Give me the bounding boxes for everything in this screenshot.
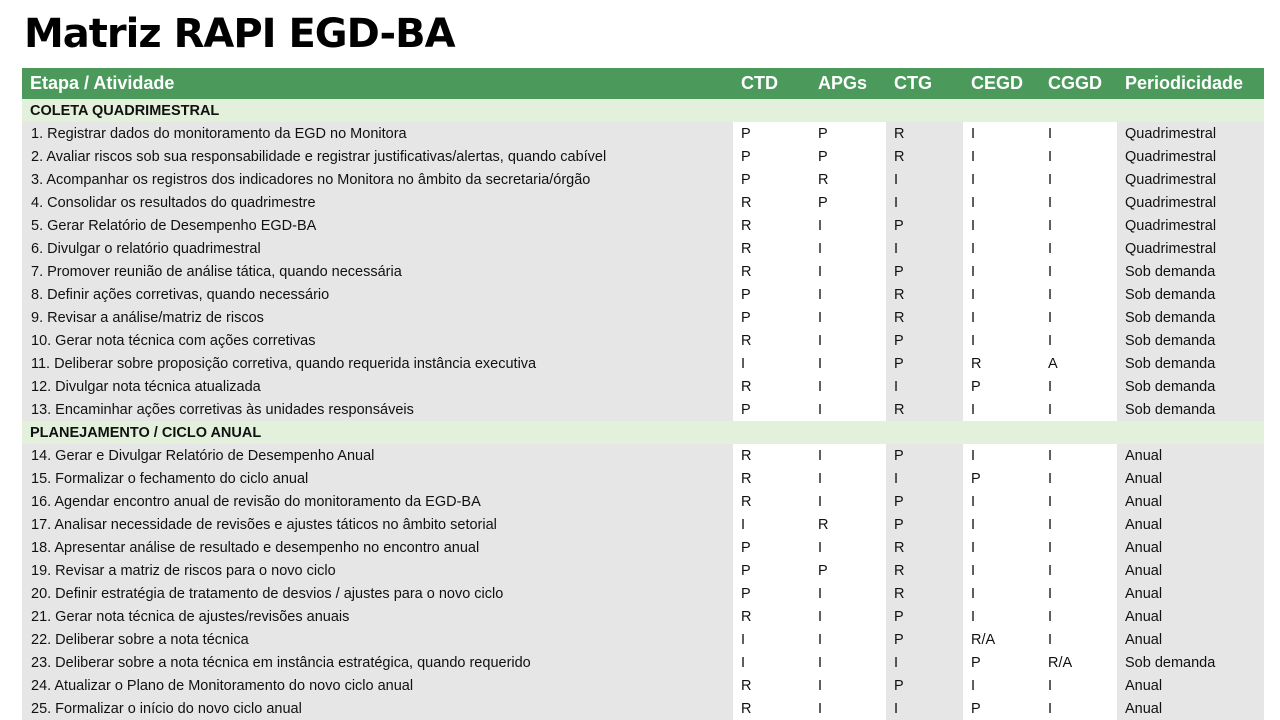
periodicidade-cell: Quadrimestral	[1117, 168, 1264, 191]
activity-cell: 11. Deliberar sobre proposição corretiva, quando requerida instância executiva	[22, 352, 733, 375]
cggd-cell: I	[1040, 191, 1117, 214]
apgs-cell: P	[810, 191, 886, 214]
table-row	[22, 306, 1264, 329]
apgs-cell: I	[810, 651, 886, 674]
apgs-cell: I	[810, 674, 886, 697]
ctg-cell: R	[886, 582, 963, 605]
periodicidade-cell: Sob demanda	[1117, 375, 1264, 398]
cegd-cell: I	[963, 145, 1040, 168]
periodicidade-cell: Anual	[1117, 628, 1264, 651]
table-row	[22, 444, 1264, 467]
activity-cell: 3. Acompanhar os registros dos indicadores no Monitora no âmbito da secretaria/órgão	[22, 168, 733, 191]
table-row	[22, 628, 1264, 651]
ctg-cell: R	[886, 536, 963, 559]
ctg-cell: P	[886, 513, 963, 536]
column-header-cggd: CGGD	[1040, 68, 1117, 99]
cegd-cell: I	[963, 260, 1040, 283]
ctg-cell: R	[886, 145, 963, 168]
ctg-cell: I	[886, 168, 963, 191]
periodicidade-cell: Quadrimestral	[1117, 122, 1264, 145]
cggd-cell: I	[1040, 237, 1117, 260]
apgs-cell: I	[810, 628, 886, 651]
cegd-cell: I	[963, 191, 1040, 214]
apgs-cell: I	[810, 329, 886, 352]
activity-cell: 19. Revisar a matriz de riscos para o novo ciclo	[22, 559, 733, 582]
apgs-cell: I	[810, 490, 886, 513]
column-header-ctd: CTD	[733, 68, 810, 99]
table-row	[22, 651, 1264, 674]
table-row	[22, 145, 1264, 168]
ctd-cell: P	[733, 168, 810, 191]
ctg-cell: R	[886, 122, 963, 145]
section-row	[22, 421, 1264, 444]
column-header-apgs: APGs	[810, 68, 886, 99]
cggd-cell: R/A	[1040, 651, 1117, 674]
ctd-cell: P	[733, 145, 810, 168]
apgs-cell: I	[810, 398, 886, 421]
cegd-cell: P	[963, 651, 1040, 674]
activity-cell: 13. Encaminhar ações corretivas às unidades responsáveis	[22, 398, 733, 421]
ctd-cell: R	[733, 214, 810, 237]
apgs-cell: I	[810, 444, 886, 467]
cggd-cell: I	[1040, 605, 1117, 628]
apgs-cell: I	[810, 306, 886, 329]
cggd-cell: I	[1040, 559, 1117, 582]
cegd-cell: I	[963, 306, 1040, 329]
activity-cell: 6. Divulgar o relatório quadrimestral	[22, 237, 733, 260]
apgs-cell: I	[810, 582, 886, 605]
table-row	[22, 168, 1264, 191]
apgs-cell: I	[810, 697, 886, 720]
rapi-matrix-table	[22, 68, 1264, 720]
activity-cell: 21. Gerar nota técnica de ajustes/revisões anuais	[22, 605, 733, 628]
apgs-cell: I	[810, 536, 886, 559]
table-row	[22, 559, 1264, 582]
cggd-cell: I	[1040, 444, 1117, 467]
cegd-cell: R/A	[963, 628, 1040, 651]
activity-cell: 23. Deliberar sobre a nota técnica em instância estratégica, quando requerido	[22, 651, 733, 674]
ctg-cell: I	[886, 191, 963, 214]
periodicidade-cell: Sob demanda	[1117, 260, 1264, 283]
cegd-cell: I	[963, 122, 1040, 145]
activity-cell: 16. Agendar encontro anual de revisão do monitoramento da EGD-BA	[22, 490, 733, 513]
cegd-cell: I	[963, 674, 1040, 697]
ctd-cell: I	[733, 628, 810, 651]
table-row	[22, 490, 1264, 513]
cggd-cell: I	[1040, 122, 1117, 145]
cegd-cell: P	[963, 697, 1040, 720]
activity-cell: 1. Registrar dados do monitoramento da EGD no Monitora	[22, 122, 733, 145]
cegd-cell: I	[963, 490, 1040, 513]
cggd-cell: I	[1040, 168, 1117, 191]
header-row	[22, 68, 1264, 99]
table-row	[22, 191, 1264, 214]
periodicidade-cell: Anual	[1117, 559, 1264, 582]
apgs-cell: I	[810, 467, 886, 490]
ctg-cell: P	[886, 260, 963, 283]
table-row	[22, 283, 1264, 306]
cggd-cell: I	[1040, 283, 1117, 306]
periodicidade-cell: Anual	[1117, 697, 1264, 720]
cggd-cell: I	[1040, 513, 1117, 536]
ctd-cell: R	[733, 490, 810, 513]
table-row	[22, 352, 1264, 375]
activity-cell: 4. Consolidar os resultados do quadrimestre	[22, 191, 733, 214]
periodicidade-cell: Sob demanda	[1117, 306, 1264, 329]
table-row	[22, 674, 1264, 697]
cegd-cell: I	[963, 513, 1040, 536]
table-body	[22, 99, 1264, 720]
cegd-cell: I	[963, 168, 1040, 191]
cegd-cell: I	[963, 237, 1040, 260]
periodicidade-cell: Quadrimestral	[1117, 237, 1264, 260]
ctd-cell: R	[733, 191, 810, 214]
cegd-cell: I	[963, 536, 1040, 559]
periodicidade-cell: Anual	[1117, 444, 1264, 467]
periodicidade-cell: Anual	[1117, 513, 1264, 536]
activity-cell: 2. Avaliar riscos sob sua responsabilidade e registrar justificativas/alertas, quando cabível	[22, 145, 733, 168]
cggd-cell: I	[1040, 260, 1117, 283]
periodicidade-cell: Anual	[1117, 467, 1264, 490]
ctd-cell: R	[733, 467, 810, 490]
table-row	[22, 605, 1264, 628]
apgs-cell: I	[810, 260, 886, 283]
periodicidade-cell: Quadrimestral	[1117, 214, 1264, 237]
activity-cell: 17. Analisar necessidade de revisões e ajustes táticos no âmbito setorial	[22, 513, 733, 536]
table-row	[22, 375, 1264, 398]
ctg-cell: P	[886, 490, 963, 513]
table-row	[22, 697, 1264, 720]
table-row	[22, 467, 1264, 490]
ctg-cell: R	[886, 283, 963, 306]
cggd-cell: I	[1040, 214, 1117, 237]
ctd-cell: R	[733, 329, 810, 352]
periodicidade-cell: Sob demanda	[1117, 352, 1264, 375]
ctg-cell: P	[886, 444, 963, 467]
cegd-cell: I	[963, 283, 1040, 306]
cegd-cell: P	[963, 375, 1040, 398]
table-row	[22, 214, 1264, 237]
column-header-ctg: CTG	[886, 68, 963, 99]
cggd-cell: I	[1040, 398, 1117, 421]
ctg-cell: I	[886, 375, 963, 398]
periodicidade-cell: Sob demanda	[1117, 651, 1264, 674]
apgs-cell: I	[810, 214, 886, 237]
activity-cell: 22. Deliberar sobre a nota técnica	[22, 628, 733, 651]
activity-cell: 15. Formalizar o fechamento do ciclo anual	[22, 467, 733, 490]
ctg-cell: P	[886, 329, 963, 352]
ctg-cell: I	[886, 237, 963, 260]
cggd-cell: I	[1040, 375, 1117, 398]
ctg-cell: I	[886, 651, 963, 674]
cegd-cell: I	[963, 214, 1040, 237]
section-title: PLANEJAMENTO / CICLO ANUAL	[22, 421, 1264, 444]
periodicidade-cell: Quadrimestral	[1117, 191, 1264, 214]
ctg-cell: P	[886, 605, 963, 628]
table-row	[22, 237, 1264, 260]
periodicidade-cell: Sob demanda	[1117, 398, 1264, 421]
activity-cell: 25. Formalizar o início do novo ciclo anual	[22, 697, 733, 720]
section-row	[22, 99, 1264, 122]
ctd-cell: P	[733, 398, 810, 421]
cggd-cell: I	[1040, 697, 1117, 720]
cggd-cell: I	[1040, 674, 1117, 697]
ctd-cell: P	[733, 306, 810, 329]
cggd-cell: I	[1040, 329, 1117, 352]
cegd-cell: I	[963, 444, 1040, 467]
cggd-cell: I	[1040, 628, 1117, 651]
ctd-cell: R	[733, 697, 810, 720]
periodicidade-cell: Sob demanda	[1117, 283, 1264, 306]
table-row	[22, 582, 1264, 605]
ctd-cell: P	[733, 536, 810, 559]
activity-cell: 20. Definir estratégia de tratamento de desvios / ajustes para o novo ciclo	[22, 582, 733, 605]
table-row	[22, 398, 1264, 421]
ctd-cell: I	[733, 513, 810, 536]
apgs-cell: P	[810, 145, 886, 168]
apgs-cell: I	[810, 237, 886, 260]
ctg-cell: P	[886, 352, 963, 375]
apgs-cell: I	[810, 352, 886, 375]
apgs-cell: R	[810, 513, 886, 536]
ctd-cell: R	[733, 605, 810, 628]
ctd-cell: I	[733, 352, 810, 375]
apgs-cell: I	[810, 375, 886, 398]
table-row	[22, 329, 1264, 352]
periodicidade-cell: Anual	[1117, 490, 1264, 513]
activity-cell: 10. Gerar nota técnica com ações corretivas	[22, 329, 733, 352]
ctg-cell: P	[886, 674, 963, 697]
cegd-cell: I	[963, 559, 1040, 582]
ctg-cell: R	[886, 559, 963, 582]
apgs-cell: I	[810, 283, 886, 306]
cggd-cell: I	[1040, 536, 1117, 559]
ctd-cell: R	[733, 237, 810, 260]
cegd-cell: I	[963, 582, 1040, 605]
ctd-cell: R	[733, 674, 810, 697]
periodicidade-cell: Anual	[1117, 674, 1264, 697]
apgs-cell: P	[810, 122, 886, 145]
activity-cell: 8. Definir ações corretivas, quando necessário	[22, 283, 733, 306]
table-header	[22, 68, 1264, 99]
apgs-cell: R	[810, 168, 886, 191]
page-title: Matriz RAPI EGD-BA	[24, 11, 455, 57]
activity-cell: 12. Divulgar nota técnica atualizada	[22, 375, 733, 398]
cegd-cell: I	[963, 398, 1040, 421]
column-header-cegd: CEGD	[963, 68, 1040, 99]
ctd-cell: R	[733, 375, 810, 398]
cggd-cell: I	[1040, 145, 1117, 168]
periodicidade-cell: Anual	[1117, 582, 1264, 605]
activity-cell: 18. Apresentar análise de resultado e desempenho no encontro anual	[22, 536, 733, 559]
ctg-cell: I	[886, 697, 963, 720]
column-header-periodicidade: Periodicidade	[1117, 68, 1264, 99]
activity-cell: 5. Gerar Relatório de Desempenho EGD-BA	[22, 214, 733, 237]
periodicidade-cell: Anual	[1117, 536, 1264, 559]
ctg-cell: R	[886, 398, 963, 421]
cegd-cell: R	[963, 352, 1040, 375]
ctg-cell: P	[886, 214, 963, 237]
ctg-cell: R	[886, 306, 963, 329]
activity-cell: 9. Revisar a análise/matriz de riscos	[22, 306, 733, 329]
cggd-cell: I	[1040, 467, 1117, 490]
periodicidade-cell: Anual	[1117, 605, 1264, 628]
activity-cell: 7. Promover reunião de análise tática, quando necessária	[22, 260, 733, 283]
cggd-cell: I	[1040, 490, 1117, 513]
cggd-cell: I	[1040, 306, 1117, 329]
section-title: COLETA QUADRIMESTRAL	[22, 99, 1264, 122]
ctd-cell: R	[733, 444, 810, 467]
ctd-cell: I	[733, 651, 810, 674]
activity-cell: 14. Gerar e Divulgar Relatório de Desempenho Anual	[22, 444, 733, 467]
cegd-cell: P	[963, 467, 1040, 490]
table-row	[22, 122, 1264, 145]
ctg-cell: I	[886, 467, 963, 490]
ctd-cell: R	[733, 260, 810, 283]
periodicidade-cell: Sob demanda	[1117, 329, 1264, 352]
column-header-activity: Etapa / Atividade	[22, 68, 733, 99]
cegd-cell: I	[963, 605, 1040, 628]
ctd-cell: P	[733, 582, 810, 605]
ctd-cell: P	[733, 559, 810, 582]
apgs-cell: I	[810, 605, 886, 628]
table-row	[22, 260, 1264, 283]
table-row	[22, 513, 1264, 536]
periodicidade-cell: Quadrimestral	[1117, 145, 1264, 168]
cegd-cell: I	[963, 329, 1040, 352]
ctg-cell: P	[886, 628, 963, 651]
apgs-cell: P	[810, 559, 886, 582]
cggd-cell: A	[1040, 352, 1117, 375]
ctd-cell: P	[733, 122, 810, 145]
cggd-cell: I	[1040, 582, 1117, 605]
ctd-cell: P	[733, 283, 810, 306]
activity-cell: 24. Atualizar o Plano de Monitoramento do novo ciclo anual	[22, 674, 733, 697]
table-row	[22, 536, 1264, 559]
